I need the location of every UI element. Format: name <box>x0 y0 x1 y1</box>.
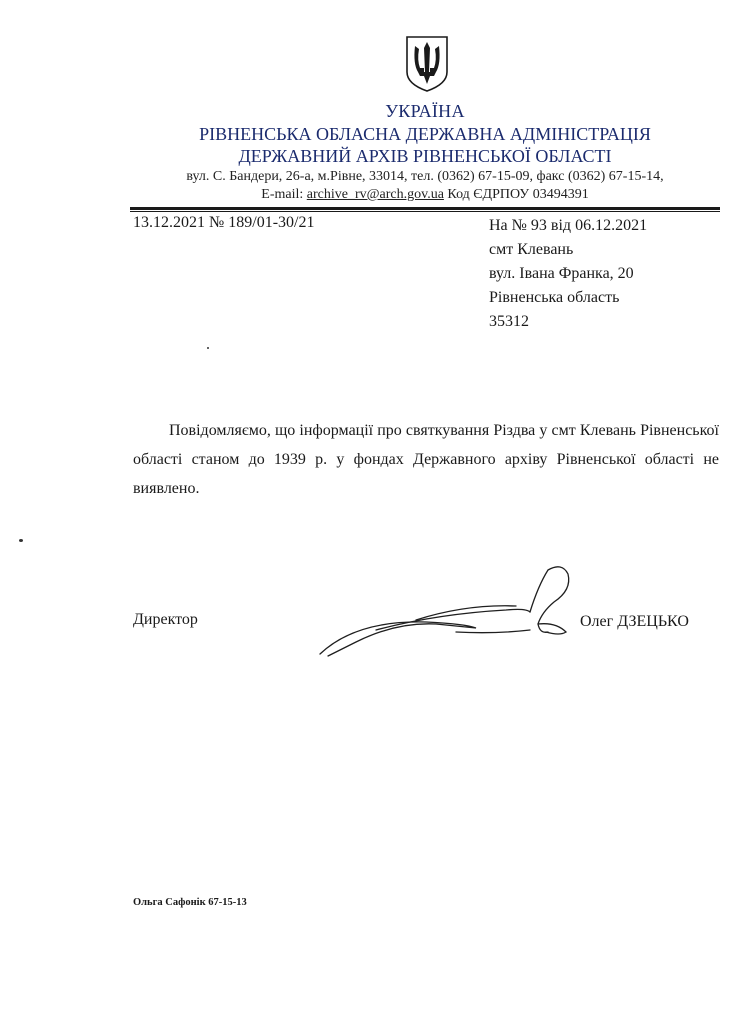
email-link[interactable]: archive_rv@arch.gov.ua <box>306 187 444 202</box>
country-heading: УКРАЇНА <box>385 101 465 121</box>
recipient-street: вул. Івана Франка, 20 <box>489 265 634 282</box>
header-divider-thick <box>130 207 720 210</box>
executor-contact: Ольга Сафонік 67-15-13 <box>133 897 247 908</box>
recipient-postcode: 35312 <box>489 313 529 330</box>
signatory-name: Олег ДЗЕЦЬКО <box>580 613 689 630</box>
email-label: E-mail: <box>261 187 304 202</box>
signatory-title: Директор <box>133 611 198 628</box>
trident-coat-of-arms-icon <box>404 34 450 94</box>
address-line: вул. С. Бандери, 26-а, м.Рівне, 33014, тел. (0362) 67-15-09, факс (0362) 67-15-14, <box>186 169 664 184</box>
reference-number: На № 93 від 06.12.2021 <box>489 217 648 234</box>
outgoing-date-number: 13.12.2021 № 189/01-30/21 <box>133 214 315 231</box>
scan-speck <box>207 347 209 349</box>
edrpou-code: Код ЄДРПОУ 03494391 <box>447 187 589 202</box>
scan-speck <box>19 539 23 542</box>
recipient-settlement: смт Клевань <box>489 241 574 258</box>
organization-heading: РІВНЕНСЬКА ОБЛАСНА ДЕРЖАВНА АДМІНІСТРАЦІЯ <box>199 124 651 144</box>
recipient-region: Рівненська область <box>489 289 620 306</box>
letter-body: Повідомляємо, що інформації про святкування Різдва у смт Клевань Рівненської області станом до 1939 р. у фондах Державного архіву Рівненської області не виявлено. <box>133 422 719 497</box>
handwritten-signature <box>316 562 576 662</box>
contact-line <box>130 187 720 203</box>
header-divider-thin <box>130 211 720 212</box>
archive-heading: ДЕРЖАВНИЙ АРХІВ РІВНЕНСЬКОЇ ОБЛАСТІ <box>238 146 612 166</box>
recipient-block <box>489 214 647 334</box>
